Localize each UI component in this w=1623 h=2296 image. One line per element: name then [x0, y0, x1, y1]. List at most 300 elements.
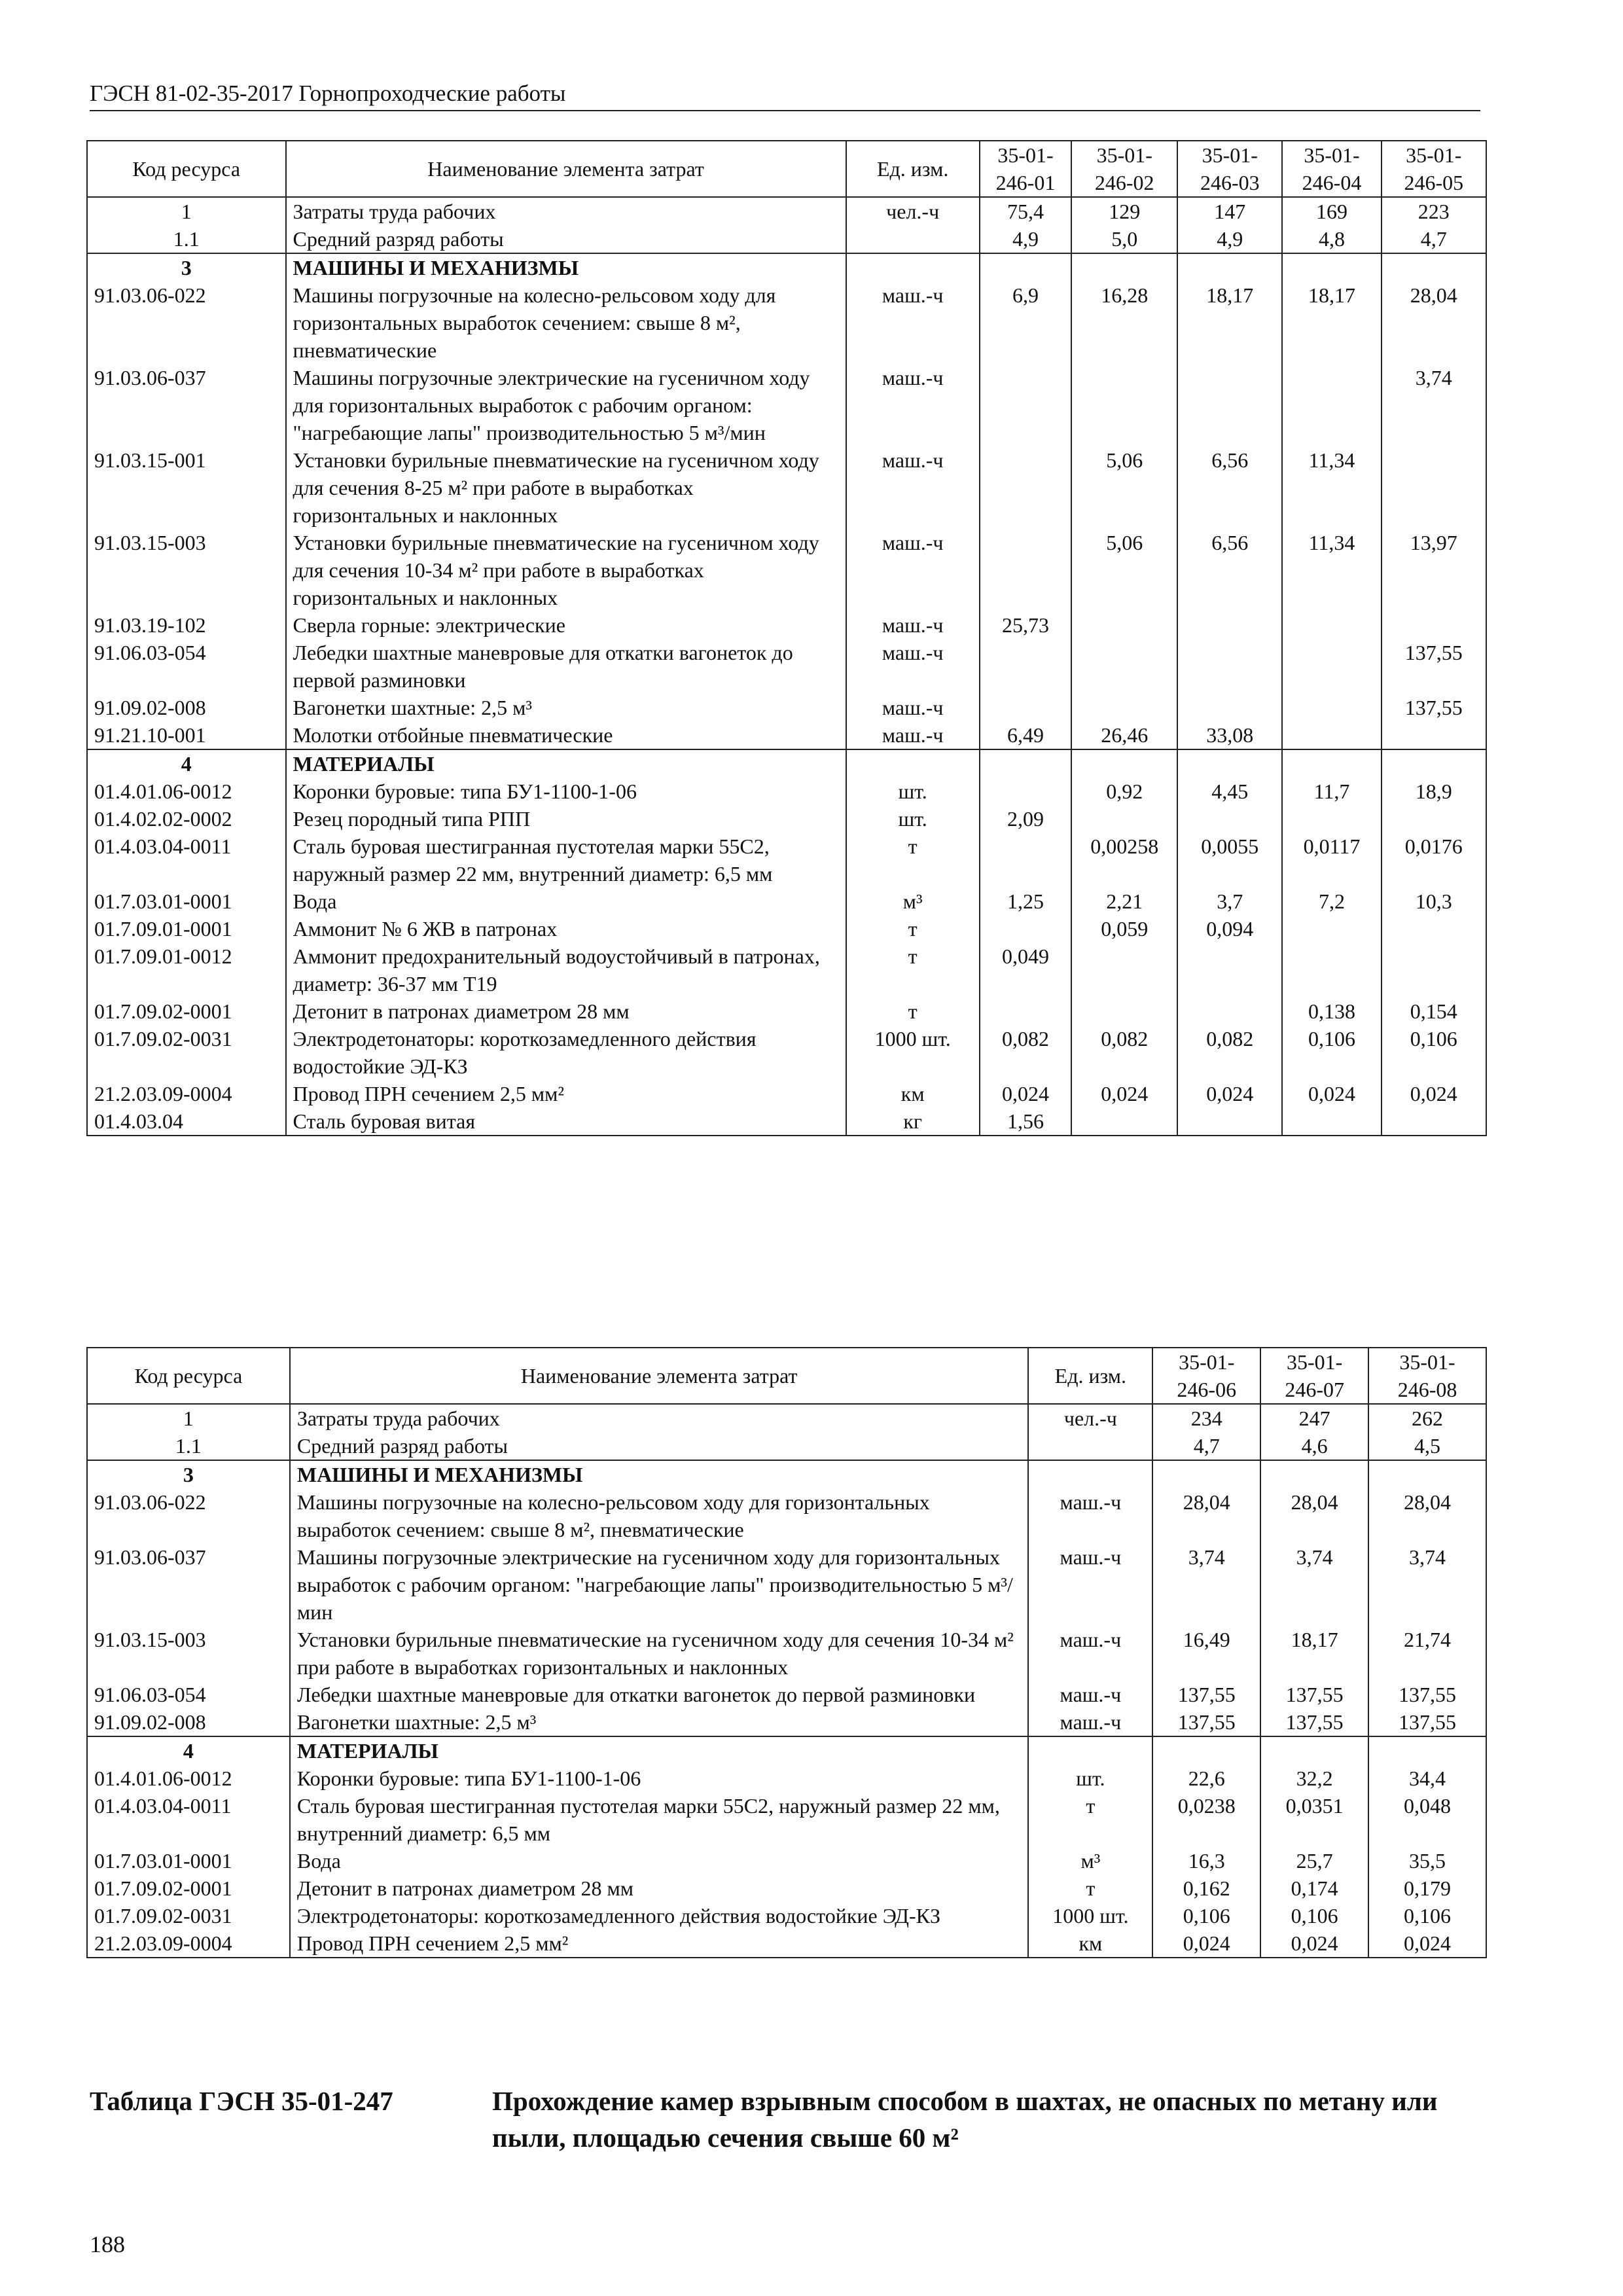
cell-code: 01.4.03.04-0011 — [87, 833, 286, 888]
table-row — [87, 225, 1486, 253]
cell-code: 91.03.06-037 — [87, 1543, 290, 1626]
cell-value: 3,74 — [1260, 1543, 1368, 1626]
cell-name: Вода — [290, 1847, 1029, 1874]
cell-name: Сверла горные: электрические — [286, 611, 846, 639]
cell-unit: 1000 шт. — [846, 1025, 980, 1080]
cell-value — [980, 364, 1072, 446]
cell-unit: маш.-ч — [1028, 1488, 1152, 1543]
cell-name: Резец породный типа РПП — [286, 805, 846, 833]
cell-name: Коронки буровые: типа БУ1-1100-1-06 — [286, 778, 846, 805]
page-number: 188 — [90, 2231, 125, 2257]
cell-name: Установки бурильные пневматические на гусеничном ходу для сечения 8-25 м² при работе в выработках горизонтальных и наклонных — [286, 446, 846, 529]
cell-value — [1382, 1107, 1486, 1136]
cell-name: Установки бурильные пневматические на гусеничном ходу для сечения 10-34 м² при работе в выработках горизонтальных и наклонных — [290, 1626, 1029, 1681]
cell-value — [1282, 253, 1381, 281]
cell-code: 91.03.15-003 — [87, 529, 286, 611]
cell-unit: т — [846, 833, 980, 888]
header-norm: 35-01- 246-06 — [1152, 1348, 1260, 1404]
cell-value: 16,49 — [1152, 1626, 1260, 1681]
cell-value: 0,154 — [1382, 997, 1486, 1025]
table-row — [87, 1404, 1486, 1432]
cell-value — [1177, 364, 1282, 446]
cell-name: Электродетонаторы: короткозамедленного действия водостойкие ЭД-КЗ — [290, 1902, 1029, 1929]
table-row — [87, 1107, 1486, 1136]
cell-value — [1282, 639, 1381, 694]
cell-unit: шт. — [846, 805, 980, 833]
cell-value: 5,0 — [1071, 225, 1177, 253]
cell-value — [980, 446, 1072, 529]
header-name: Наименование элемента затрат — [286, 141, 846, 197]
cell-value: 169 — [1282, 197, 1381, 225]
cell-value — [1282, 721, 1381, 749]
resource-table-246-06-08 — [86, 1347, 1487, 1958]
cell-name: МАШИНЫ И МЕХАНИЗМЫ — [290, 1460, 1029, 1488]
cell-name: Средний разряд работы — [286, 225, 846, 253]
cell-value — [1177, 694, 1282, 721]
cell-value: 11,34 — [1282, 529, 1381, 611]
cell-unit: маш.-ч — [846, 639, 980, 694]
cell-value: 0,024 — [1177, 1080, 1282, 1107]
header-norm: 35-01- 246-01 — [980, 141, 1072, 197]
table-row — [87, 1626, 1486, 1681]
table-row — [87, 281, 1486, 364]
table-row — [87, 778, 1486, 805]
cell-code: 91.03.15-001 — [87, 446, 286, 529]
cell-value: 0,049 — [980, 942, 1072, 997]
cell-value: 0,179 — [1368, 1874, 1486, 1902]
cell-unit: т — [846, 997, 980, 1025]
cell-value — [1071, 997, 1177, 1025]
cell-value — [1382, 805, 1486, 833]
cell-value: 4,9 — [1177, 225, 1282, 253]
cell-value — [1282, 694, 1381, 721]
cell-unit — [1028, 1460, 1152, 1488]
table-row — [87, 1681, 1486, 1708]
cell-value: 22,6 — [1152, 1765, 1260, 1792]
cell-value: 0,082 — [1177, 1025, 1282, 1080]
cell-value — [980, 778, 1072, 805]
cell-unit: т — [1028, 1792, 1152, 1847]
cell-value — [1282, 915, 1381, 942]
cell-code: 3 — [87, 1460, 290, 1488]
cell-value: 6,9 — [980, 281, 1072, 364]
cell-value: 0,162 — [1152, 1874, 1260, 1902]
cell-name: МАТЕРИАЛЫ — [290, 1736, 1029, 1765]
cell-code: 1 — [87, 197, 286, 225]
cell-value: 0,0055 — [1177, 833, 1282, 888]
table-row — [87, 997, 1486, 1025]
cell-unit: м³ — [1028, 1847, 1152, 1874]
table-row — [87, 942, 1486, 997]
cell-value: 0,024 — [1260, 1929, 1368, 1958]
cell-value — [1177, 1107, 1282, 1136]
cell-unit — [846, 749, 980, 778]
cell-value: 2,09 — [980, 805, 1072, 833]
cell-value — [1282, 611, 1381, 639]
table-row — [87, 364, 1486, 446]
cell-value: 0,048 — [1368, 1792, 1486, 1847]
table-row — [87, 805, 1486, 833]
cell-name: Затраты труда рабочих — [290, 1404, 1029, 1432]
cell-name: Сталь буровая витая — [286, 1107, 846, 1136]
cell-unit: чел.-ч — [1028, 1404, 1152, 1432]
cell-value: 34,4 — [1368, 1765, 1486, 1792]
cell-unit: шт. — [1028, 1765, 1152, 1792]
cell-unit: шт. — [846, 778, 980, 805]
table-row — [87, 1708, 1486, 1736]
table-row — [87, 749, 1486, 778]
cell-value: 28,04 — [1260, 1488, 1368, 1543]
cell-value: 16,3 — [1152, 1847, 1260, 1874]
cell-unit: маш.-ч — [1028, 1681, 1152, 1708]
table-row — [87, 1025, 1486, 1080]
cell-value — [1071, 253, 1177, 281]
cell-value — [1177, 639, 1282, 694]
table-row — [87, 1874, 1486, 1902]
cell-code: 01.7.09.01-0012 — [87, 942, 286, 997]
cell-value: 137,55 — [1152, 1681, 1260, 1708]
cell-value: 4,7 — [1152, 1432, 1260, 1460]
cell-name: Машины погрузочные на колесно-рельсовом ходу для горизонтальных выработок сечением: свыше 8 м², пневматические — [286, 281, 846, 364]
cell-value: 0,082 — [980, 1025, 1072, 1080]
cell-value — [1071, 749, 1177, 778]
cell-code: 01.4.01.06-0012 — [87, 778, 286, 805]
cell-value — [980, 529, 1072, 611]
cell-value — [980, 915, 1072, 942]
cell-value: 0,024 — [1071, 1080, 1177, 1107]
table-body — [87, 197, 1486, 1136]
cell-code: 1.1 — [87, 225, 286, 253]
cell-value — [1282, 805, 1381, 833]
cell-value: 32,2 — [1260, 1765, 1368, 1792]
cell-name: Аммонит № 6 ЖВ в патронах — [286, 915, 846, 942]
cell-value: 26,46 — [1071, 721, 1177, 749]
cell-value — [1071, 805, 1177, 833]
cell-value: 137,55 — [1382, 639, 1486, 694]
cell-unit — [846, 253, 980, 281]
cell-value: 11,34 — [1282, 446, 1381, 529]
cell-code: 3 — [87, 253, 286, 281]
cell-code: 01.7.09.02-0031 — [87, 1902, 290, 1929]
cell-name: Провод ПРН сечением 2,5 мм² — [290, 1929, 1029, 1958]
table-label: Таблица ГЭСН 35-01-247 — [90, 2086, 393, 2116]
cell-value: 3,74 — [1382, 364, 1486, 446]
header-norm: 35-01- 246-04 — [1282, 141, 1381, 197]
cell-value: 0,106 — [1282, 1025, 1381, 1080]
cell-name: МАШИНЫ И МЕХАНИЗМЫ — [286, 253, 846, 281]
cell-value — [980, 694, 1072, 721]
cell-value: 0,106 — [1382, 1025, 1486, 1080]
cell-name: Детонит в патронах диаметром 28 мм — [290, 1874, 1029, 1902]
cell-code: 01.7.09.01-0001 — [87, 915, 286, 942]
table-row — [87, 1902, 1486, 1929]
cell-value: 0,024 — [1382, 1080, 1486, 1107]
cell-value: 0,024 — [1282, 1080, 1381, 1107]
cell-code: 91.03.06-022 — [87, 1488, 290, 1543]
cell-value — [1282, 749, 1381, 778]
cell-value: 4,7 — [1382, 225, 1486, 253]
cell-code: 01.4.03.04 — [87, 1107, 286, 1136]
cell-code: 01.4.01.06-0012 — [87, 1765, 290, 1792]
header-norm: 35-01- 246-08 — [1368, 1348, 1486, 1404]
cell-name: Сталь буровая шестигранная пустотелая марки 55С2, наружный размер 22 мм, внутренний диаметр: 6,5 мм — [286, 833, 846, 888]
cell-value — [1382, 749, 1486, 778]
cell-unit: маш.-ч — [846, 529, 980, 611]
cell-unit: км — [846, 1080, 980, 1107]
cell-value: 0,024 — [980, 1080, 1072, 1107]
cell-value — [1177, 942, 1282, 997]
cell-code: 91.21.10-001 — [87, 721, 286, 749]
cell-name: Лебедки шахтные маневровые для откатки вагонеток до первой разминовки — [286, 639, 846, 694]
cell-code: 91.06.03-054 — [87, 639, 286, 694]
cell-value — [1177, 253, 1282, 281]
cell-value: 28,04 — [1382, 281, 1486, 364]
resource-table-246-01-05 — [86, 140, 1487, 1136]
table-row — [87, 529, 1486, 611]
cell-unit: маш.-ч — [846, 281, 980, 364]
cell-name: Электродетонаторы: короткозамедленного действия водостойкие ЭД-КЗ — [286, 1025, 846, 1080]
cell-value — [980, 997, 1072, 1025]
cell-code: 1.1 — [87, 1432, 290, 1460]
cell-code: 01.7.09.02-0001 — [87, 997, 286, 1025]
header-norm: 35-01- 246-07 — [1260, 1348, 1368, 1404]
cell-name: Установки бурильные пневматические на гусеничном ходу для сечения 10-34 м² при работе в выработках горизонтальных и наклонных — [286, 529, 846, 611]
cell-code: 91.03.19-102 — [87, 611, 286, 639]
table-title: Прохождение камер взрывным способом в шахтах, не опасных по метану или пыли, площадью сечения свыше 60 м² — [492, 2086, 1438, 2153]
cell-value — [1071, 639, 1177, 694]
cell-code: 21.2.03.09-0004 — [87, 1929, 290, 1958]
cell-value — [1071, 611, 1177, 639]
cell-value — [1382, 942, 1486, 997]
cell-value — [1177, 997, 1282, 1025]
cell-code: 91.09.02-008 — [87, 694, 286, 721]
table-row — [87, 1847, 1486, 1874]
cell-name: Затраты труда рабочих — [286, 197, 846, 225]
cell-value: 0,0176 — [1382, 833, 1486, 888]
cell-name: Молотки отбойные пневматические — [286, 721, 846, 749]
cell-code: 1 — [87, 1404, 290, 1432]
cell-value: 13,97 — [1382, 529, 1486, 611]
cell-value — [1282, 364, 1381, 446]
cell-unit — [1028, 1432, 1152, 1460]
cell-value — [1260, 1460, 1368, 1488]
cell-unit: т — [846, 915, 980, 942]
cell-value: 16,28 — [1071, 281, 1177, 364]
cell-value: 18,9 — [1382, 778, 1486, 805]
cell-value: 0,094 — [1177, 915, 1282, 942]
cell-value — [1152, 1460, 1260, 1488]
cell-value: 0,024 — [1152, 1929, 1260, 1958]
cell-value: 147 — [1177, 197, 1282, 225]
table-row — [87, 1543, 1486, 1626]
table-row — [87, 253, 1486, 281]
cell-unit: маш.-ч — [1028, 1626, 1152, 1681]
cell-value — [1382, 721, 1486, 749]
cell-value: 25,7 — [1260, 1847, 1368, 1874]
cell-value — [1282, 1107, 1381, 1136]
cell-value: 28,04 — [1368, 1488, 1486, 1543]
cell-value: 137,55 — [1260, 1681, 1368, 1708]
cell-value: 137,55 — [1260, 1708, 1368, 1736]
cell-value: 0,106 — [1260, 1902, 1368, 1929]
cell-code: 91.03.06-037 — [87, 364, 286, 446]
cell-value — [1071, 694, 1177, 721]
cell-value: 0,0117 — [1282, 833, 1381, 888]
cell-value — [1177, 805, 1282, 833]
table-row — [87, 694, 1486, 721]
header-norm: 35-01- 246-05 — [1382, 141, 1486, 197]
cell-value — [1177, 749, 1282, 778]
cell-value: 18,17 — [1260, 1626, 1368, 1681]
cell-value: 137,55 — [1368, 1708, 1486, 1736]
cell-code: 4 — [87, 1736, 290, 1765]
table-header-row — [87, 1348, 1486, 1404]
cell-value — [980, 253, 1072, 281]
cell-value: 3,7 — [1177, 888, 1282, 915]
cell-value — [1071, 942, 1177, 997]
cell-name: Машины погрузочные электрические на гусеничном ходу для горизонтальных выработок с рабочим органом: "нагребающие лапы" производительностью 5 м³/мин — [286, 364, 846, 446]
cell-value: 6,56 — [1177, 529, 1282, 611]
cell-unit — [1028, 1736, 1152, 1765]
cell-value: 25,73 — [980, 611, 1072, 639]
cell-value: 0,059 — [1071, 915, 1177, 942]
cell-value — [1071, 364, 1177, 446]
table-row — [87, 1736, 1486, 1765]
cell-value — [1382, 253, 1486, 281]
cell-unit: маш.-ч — [1028, 1543, 1152, 1626]
cell-unit: кг — [846, 1107, 980, 1136]
table-body — [87, 1404, 1486, 1958]
cell-code: 91.06.03-054 — [87, 1681, 290, 1708]
cell-value: 1,25 — [980, 888, 1072, 915]
cell-value: 0,0351 — [1260, 1792, 1368, 1847]
cell-name: Машины погрузочные электрические на гусеничном ходу для горизонтальных выработок с рабочим органом: "нагребающие лапы" производительностью 5 м³/мин — [290, 1543, 1029, 1626]
cell-name: Машины погрузочные на колесно-рельсовом ходу для горизонтальных выработок сечением: свыше 8 м², пневматические — [290, 1488, 1029, 1543]
cell-name: Сталь буровая шестигранная пустотелая марки 55С2, наружный размер 22 мм, внутренний диаметр: 6,5 мм — [290, 1792, 1029, 1847]
cell-value: 4,6 — [1260, 1432, 1368, 1460]
cell-value: 0,024 — [1368, 1929, 1486, 1958]
header-norm: 35-01- 246-02 — [1071, 141, 1177, 197]
table-row — [87, 721, 1486, 749]
cell-value: 10,3 — [1382, 888, 1486, 915]
cell-value: 4,45 — [1177, 778, 1282, 805]
cell-name: Коронки буровые: типа БУ1-1100-1-06 — [290, 1765, 1029, 1792]
cell-value: 4,9 — [980, 225, 1072, 253]
header-code: Код ресурса — [87, 1348, 290, 1404]
header-unit: Ед. изм. — [1028, 1348, 1152, 1404]
cell-value: 33,08 — [1177, 721, 1282, 749]
cell-code: 91.03.15-003 — [87, 1626, 290, 1681]
cell-name: Средний разряд работы — [290, 1432, 1029, 1460]
cell-value — [1282, 942, 1381, 997]
cell-value: 0,138 — [1282, 997, 1381, 1025]
cell-code: 4 — [87, 749, 286, 778]
cell-value: 0,106 — [1368, 1902, 1486, 1929]
cell-value — [1071, 1107, 1177, 1136]
table-row — [87, 888, 1486, 915]
header-code: Код ресурса — [87, 141, 286, 197]
cell-unit: маш.-ч — [846, 694, 980, 721]
cell-value: 262 — [1368, 1404, 1486, 1432]
cell-unit: маш.-ч — [846, 446, 980, 529]
cell-name: Вода — [286, 888, 846, 915]
cell-unit: маш.-ч — [846, 364, 980, 446]
cell-value: 137,55 — [1152, 1708, 1260, 1736]
cell-value — [1382, 446, 1486, 529]
cell-value: 75,4 — [980, 197, 1072, 225]
cell-value — [1152, 1736, 1260, 1765]
cell-value: 3,74 — [1368, 1543, 1486, 1626]
cell-unit: маш.-ч — [846, 721, 980, 749]
cell-value: 234 — [1152, 1404, 1260, 1432]
cell-value: 5,06 — [1071, 529, 1177, 611]
table-header-row — [87, 141, 1486, 197]
table-row — [87, 915, 1486, 942]
cell-value: 0,106 — [1152, 1902, 1260, 1929]
cell-value — [980, 833, 1072, 888]
cell-value: 247 — [1260, 1404, 1368, 1432]
cell-unit: маш.-ч — [846, 611, 980, 639]
cell-value: 223 — [1382, 197, 1486, 225]
cell-unit: м³ — [846, 888, 980, 915]
cell-value: 18,17 — [1282, 281, 1381, 364]
cell-name: Провод ПРН сечением 2,5 мм² — [286, 1080, 846, 1107]
cell-name: МАТЕРИАЛЫ — [286, 749, 846, 778]
header-unit: Ед. изм. — [846, 141, 980, 197]
cell-value: 2,21 — [1071, 888, 1177, 915]
table-row — [87, 1929, 1486, 1958]
cell-value: 0,0238 — [1152, 1792, 1260, 1847]
table-row — [87, 1080, 1486, 1107]
cell-value: 129 — [1071, 197, 1177, 225]
cell-name: Лебедки шахтные маневровые для откатки вагонеток до первой разминовки — [290, 1681, 1029, 1708]
cell-unit: чел.-ч — [846, 197, 980, 225]
cell-value: 0,92 — [1071, 778, 1177, 805]
cell-value: 7,2 — [1282, 888, 1381, 915]
cell-value — [980, 639, 1072, 694]
cell-value: 5,06 — [1071, 446, 1177, 529]
header-name: Наименование элемента затрат — [290, 1348, 1029, 1404]
cell-value — [1382, 611, 1486, 639]
cell-value: 6,49 — [980, 721, 1072, 749]
cell-value: 0,082 — [1071, 1025, 1177, 1080]
table-row — [87, 1765, 1486, 1792]
cell-unit: т — [1028, 1874, 1152, 1902]
cell-value: 21,74 — [1368, 1626, 1486, 1681]
cell-unit: маш.-ч — [1028, 1708, 1152, 1736]
cell-value: 18,17 — [1177, 281, 1282, 364]
cell-unit: 1000 шт. — [1028, 1902, 1152, 1929]
cell-value — [1177, 611, 1282, 639]
cell-value: 0,174 — [1260, 1874, 1368, 1902]
cell-code: 01.4.03.04-0011 — [87, 1792, 290, 1847]
page-header: ГЭСН 81-02-35-2017 Горнопроходческие работы — [90, 77, 1480, 111]
table-row — [87, 1488, 1486, 1543]
table-row — [87, 833, 1486, 888]
cell-value: 0,00258 — [1071, 833, 1177, 888]
cell-code: 01.4.02.02-0002 — [87, 805, 286, 833]
cell-value: 1,56 — [980, 1107, 1072, 1136]
cell-unit — [846, 225, 980, 253]
cell-name: Аммонит предохранительный водоустойчивый в патронах, диаметр: 36-37 мм Т19 — [286, 942, 846, 997]
cell-code: 91.09.02-008 — [87, 1708, 290, 1736]
cell-value — [980, 749, 1072, 778]
cell-code: 01.7.09.02-0001 — [87, 1874, 290, 1902]
cell-value — [1368, 1460, 1486, 1488]
cell-value: 11,7 — [1282, 778, 1381, 805]
cell-code: 01.7.03.01-0001 — [87, 1847, 290, 1874]
cell-value: 4,5 — [1368, 1432, 1486, 1460]
